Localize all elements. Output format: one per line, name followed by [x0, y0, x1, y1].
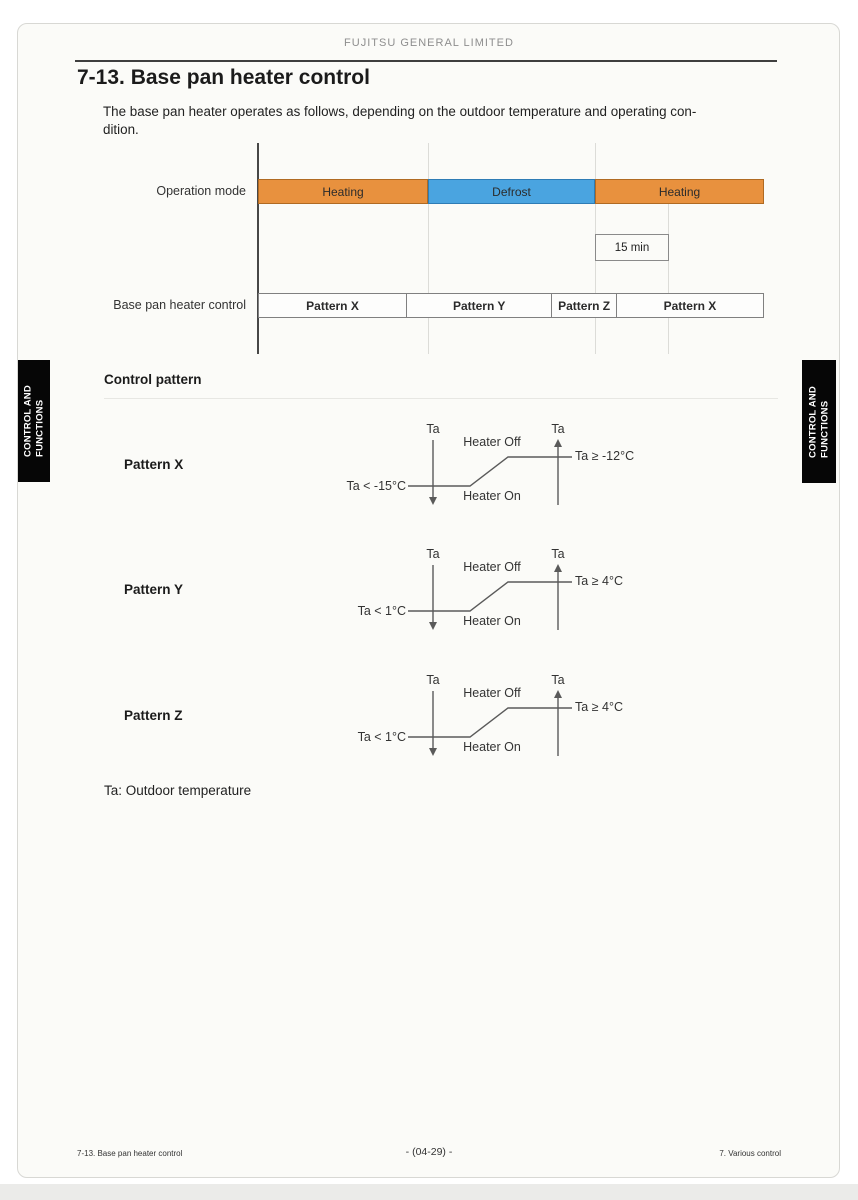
header-rule	[75, 60, 777, 62]
pattern-z-diagram	[0, 671, 858, 771]
chapter-tab-left	[18, 360, 50, 482]
ta-axis-label: Ta	[426, 547, 440, 561]
heater-off-condition: Ta ≥ 4°C	[575, 700, 623, 714]
gridline-15min-end	[668, 204, 669, 354]
pattern-row	[258, 293, 764, 318]
heater-on-condition: Ta < 1°C	[357, 730, 406, 744]
down-arrow-head	[429, 497, 437, 505]
heater-on-label: Heater On	[463, 614, 521, 628]
ta-axis-label: Ta	[426, 422, 440, 436]
hysteresis-curve-svg	[350, 671, 690, 766]
pattern-cell-y: Pattern Y	[406, 294, 551, 317]
ta-axis-label: Ta	[551, 673, 565, 687]
gridline-defrost-start	[428, 143, 429, 354]
heater-off-condition: Ta ≥ -12°C	[575, 449, 635, 463]
intro-text-line1: The base pan heater operates as follows, depending on the outdoor temperature and operating con-	[103, 104, 697, 119]
footer-chapter-title: 7. Various control	[719, 1149, 781, 1158]
company-header: FUJITSU GENERAL LIMITED	[344, 37, 514, 49]
heater-off-label: Heater Off	[463, 560, 521, 574]
pattern-x-diagram	[0, 420, 858, 520]
base-pan-heater-control-label: Base pan heater control	[113, 298, 246, 312]
pattern-y-diagram	[0, 545, 858, 645]
chapter-tab-text: CONTROL AND FUNCTIONS	[22, 385, 45, 457]
heater-off-label: Heater Off	[463, 686, 521, 700]
up-arrow-head	[554, 439, 562, 447]
hysteresis-curve-svg	[350, 545, 690, 640]
heater-off-condition: Ta ≥ 4°C	[575, 574, 623, 588]
pattern-cell-x1: Pattern X	[306, 298, 359, 313]
intro-text-line2: dition.	[103, 122, 139, 137]
timeline-axis	[257, 143, 259, 354]
timing-diagram	[0, 143, 858, 355]
ta-axis-label: Ta	[551, 547, 565, 561]
ta-axis-label: Ta	[551, 422, 565, 436]
pattern-cell-x2: Pattern X	[616, 294, 763, 317]
section-rule	[104, 398, 778, 399]
hysteresis-curve-svg	[350, 420, 690, 515]
heater-off-label: Heater Off	[463, 435, 521, 449]
heater-on-condition: Ta < -15°C	[346, 479, 406, 493]
pattern-z-name: Pattern Z	[124, 708, 183, 723]
operation-mode-bar	[258, 179, 764, 204]
pattern-cell-z: Pattern Z	[551, 294, 616, 317]
heater-on-label: Heater On	[463, 489, 521, 503]
segment-heating-1: Heating	[258, 179, 428, 204]
control-pattern-heading: Control pattern	[104, 372, 202, 387]
operation-mode-label: Operation mode	[156, 184, 246, 198]
footer-section-title: 7-13. Base pan heater control	[77, 1149, 183, 1158]
ta-axis-label: Ta	[426, 673, 440, 687]
ta-definition-note: Ta: Outdoor temperature	[104, 783, 252, 798]
pattern-x-name: Pattern X	[124, 457, 184, 472]
chapter-tab-text: CONTROL AND FUNCTIONS	[807, 385, 830, 458]
chapter-tab-right	[802, 360, 836, 483]
down-arrow-head	[429, 748, 437, 756]
segment-defrost: Defrost	[428, 179, 595, 204]
page-title: 7-13. Base pan heater control	[77, 66, 370, 89]
down-arrow-head	[429, 622, 437, 630]
bottom-edge-strip	[0, 1184, 858, 1200]
footer-page-number: - (04-29) -	[405, 1146, 453, 1158]
heater-on-label: Heater On	[463, 740, 521, 754]
heater-on-condition: Ta < 1°C	[357, 604, 406, 618]
duration-box: 15 min	[595, 234, 669, 261]
up-arrow-head	[554, 690, 562, 698]
pattern-y-name: Pattern Y	[124, 582, 184, 597]
segment-heating-2: Heating	[595, 179, 764, 204]
up-arrow-head	[554, 564, 562, 572]
